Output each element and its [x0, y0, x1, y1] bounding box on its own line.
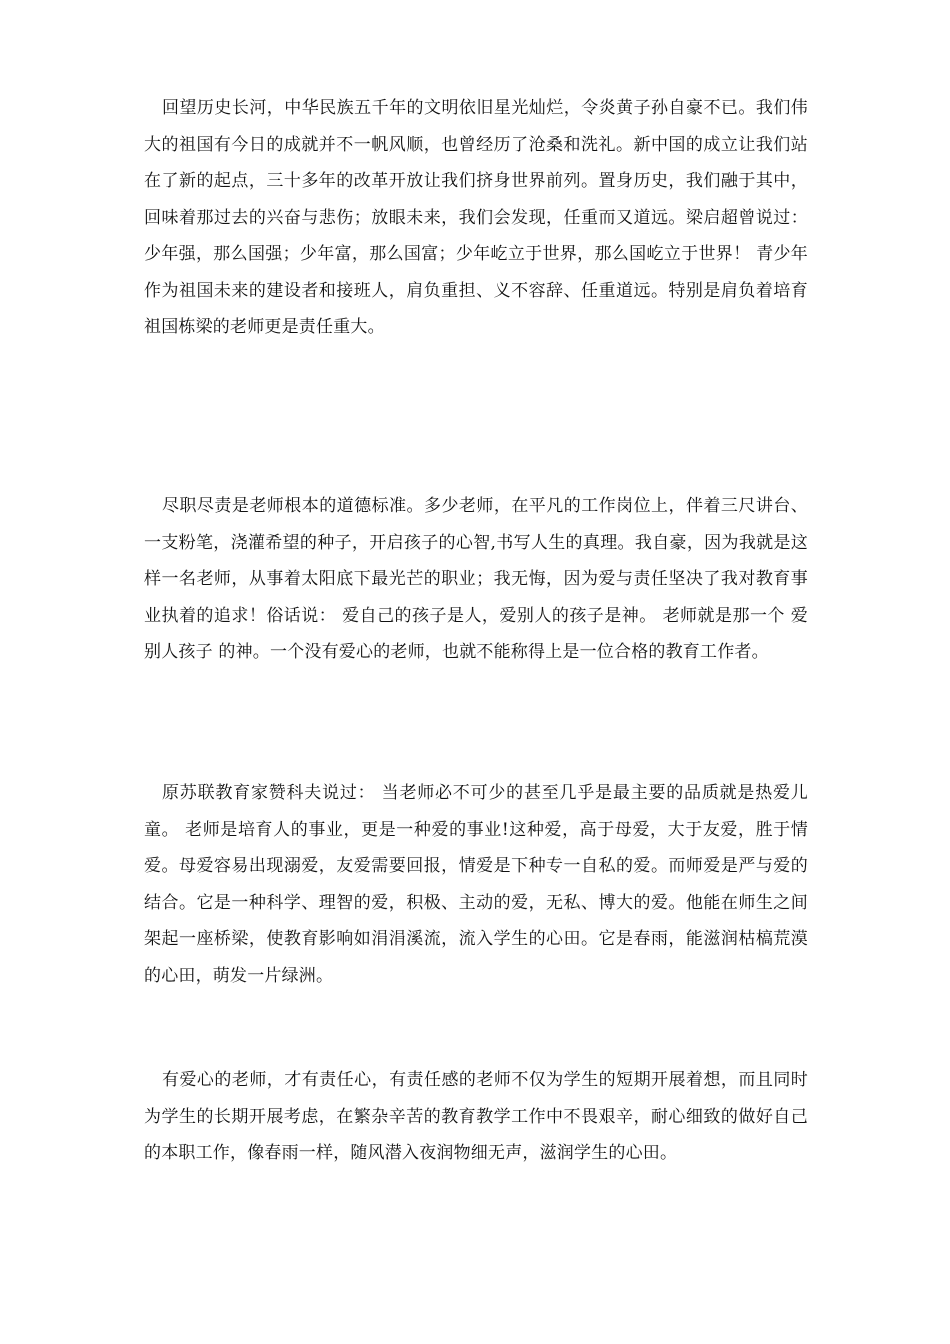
paragraph-4: 有爱心的老师，才有责任心，有责任感的老师不仅为学生的短期开展着想，而且同时为学生的长期开展考虑，在繁杂辛苦的教育教学工作中不畏艰辛，耐心细致的做好自己的本职工作，像春雨一样，随风潜入夜润物细无声，滋润学生的心田。 [144, 1070, 808, 1163]
paragraph-2: 尽职尽责是老师根本的道德标准。多少老师，在平凡的工作岗位上，伴着三尺讲台、一支粉笔，浇灌希望的种子，开启孩子的心智,书写人生的真理。我自豪，因为我就是这样一名老师，从事着太阳底下最光芒的职业；我无悔，因为爱与责任坚决了我对教育事业执着的追求！俗话说： 爱自己的孩子是人，爱别人的孩子是神。 老师就是那一个 爱别人孩子 的神。一个没有爱心的老师，也就不能称得上是一位合格的教育工作者。 [144, 496, 808, 662]
paragraph-3: 原苏联教育家赞科夫说过： 当老师必不可少的甚至几乎是最主要的品质就是热爱儿童。 老师是培育人的事业，更是一种爱的事业!这种爱，高于母爱，大于友爱，胜于情爱。母爱容易出现溺爱，友爱需要回报，情爱是下种专一自私的爱。而师爱是严与爱的结合。它是一种科学、理智的爱，积极、主动的爱，无私、博大的爱。他能在师生之间架起一座桥梁，使教育影响如涓涓溪流，流入学生的心田。它是春雨，能滋润枯槁荒漠的心田，萌发一片绿洲。 [144, 783, 808, 986]
paragraph-1: 回望历史长河，中华民族五千年的文明依旧星光灿烂，令炎黄子孙自豪不已。我们伟大的祖国有今日的成就并不一帆风顺，也曾经历了沧桑和洗礼。新中国的成立让我们站在了新的起点，三十多年的改革开放让我们挤身世界前列。置身历史，我们融于其中，回味着那过去的兴奋与悲伤；放眼未来，我们会发现，任重而又道远。梁启超曾说过： 少年强，那么国强；少年富，那么国富；少年屹立于世界，那么国屹立于世界！ 青少年作为祖国未来的建设者和接班人，肩负重担、义不容辞、任重道远。特别是肩负着培育祖国栋梁的老师更是责任重大。 [144, 98, 808, 337]
